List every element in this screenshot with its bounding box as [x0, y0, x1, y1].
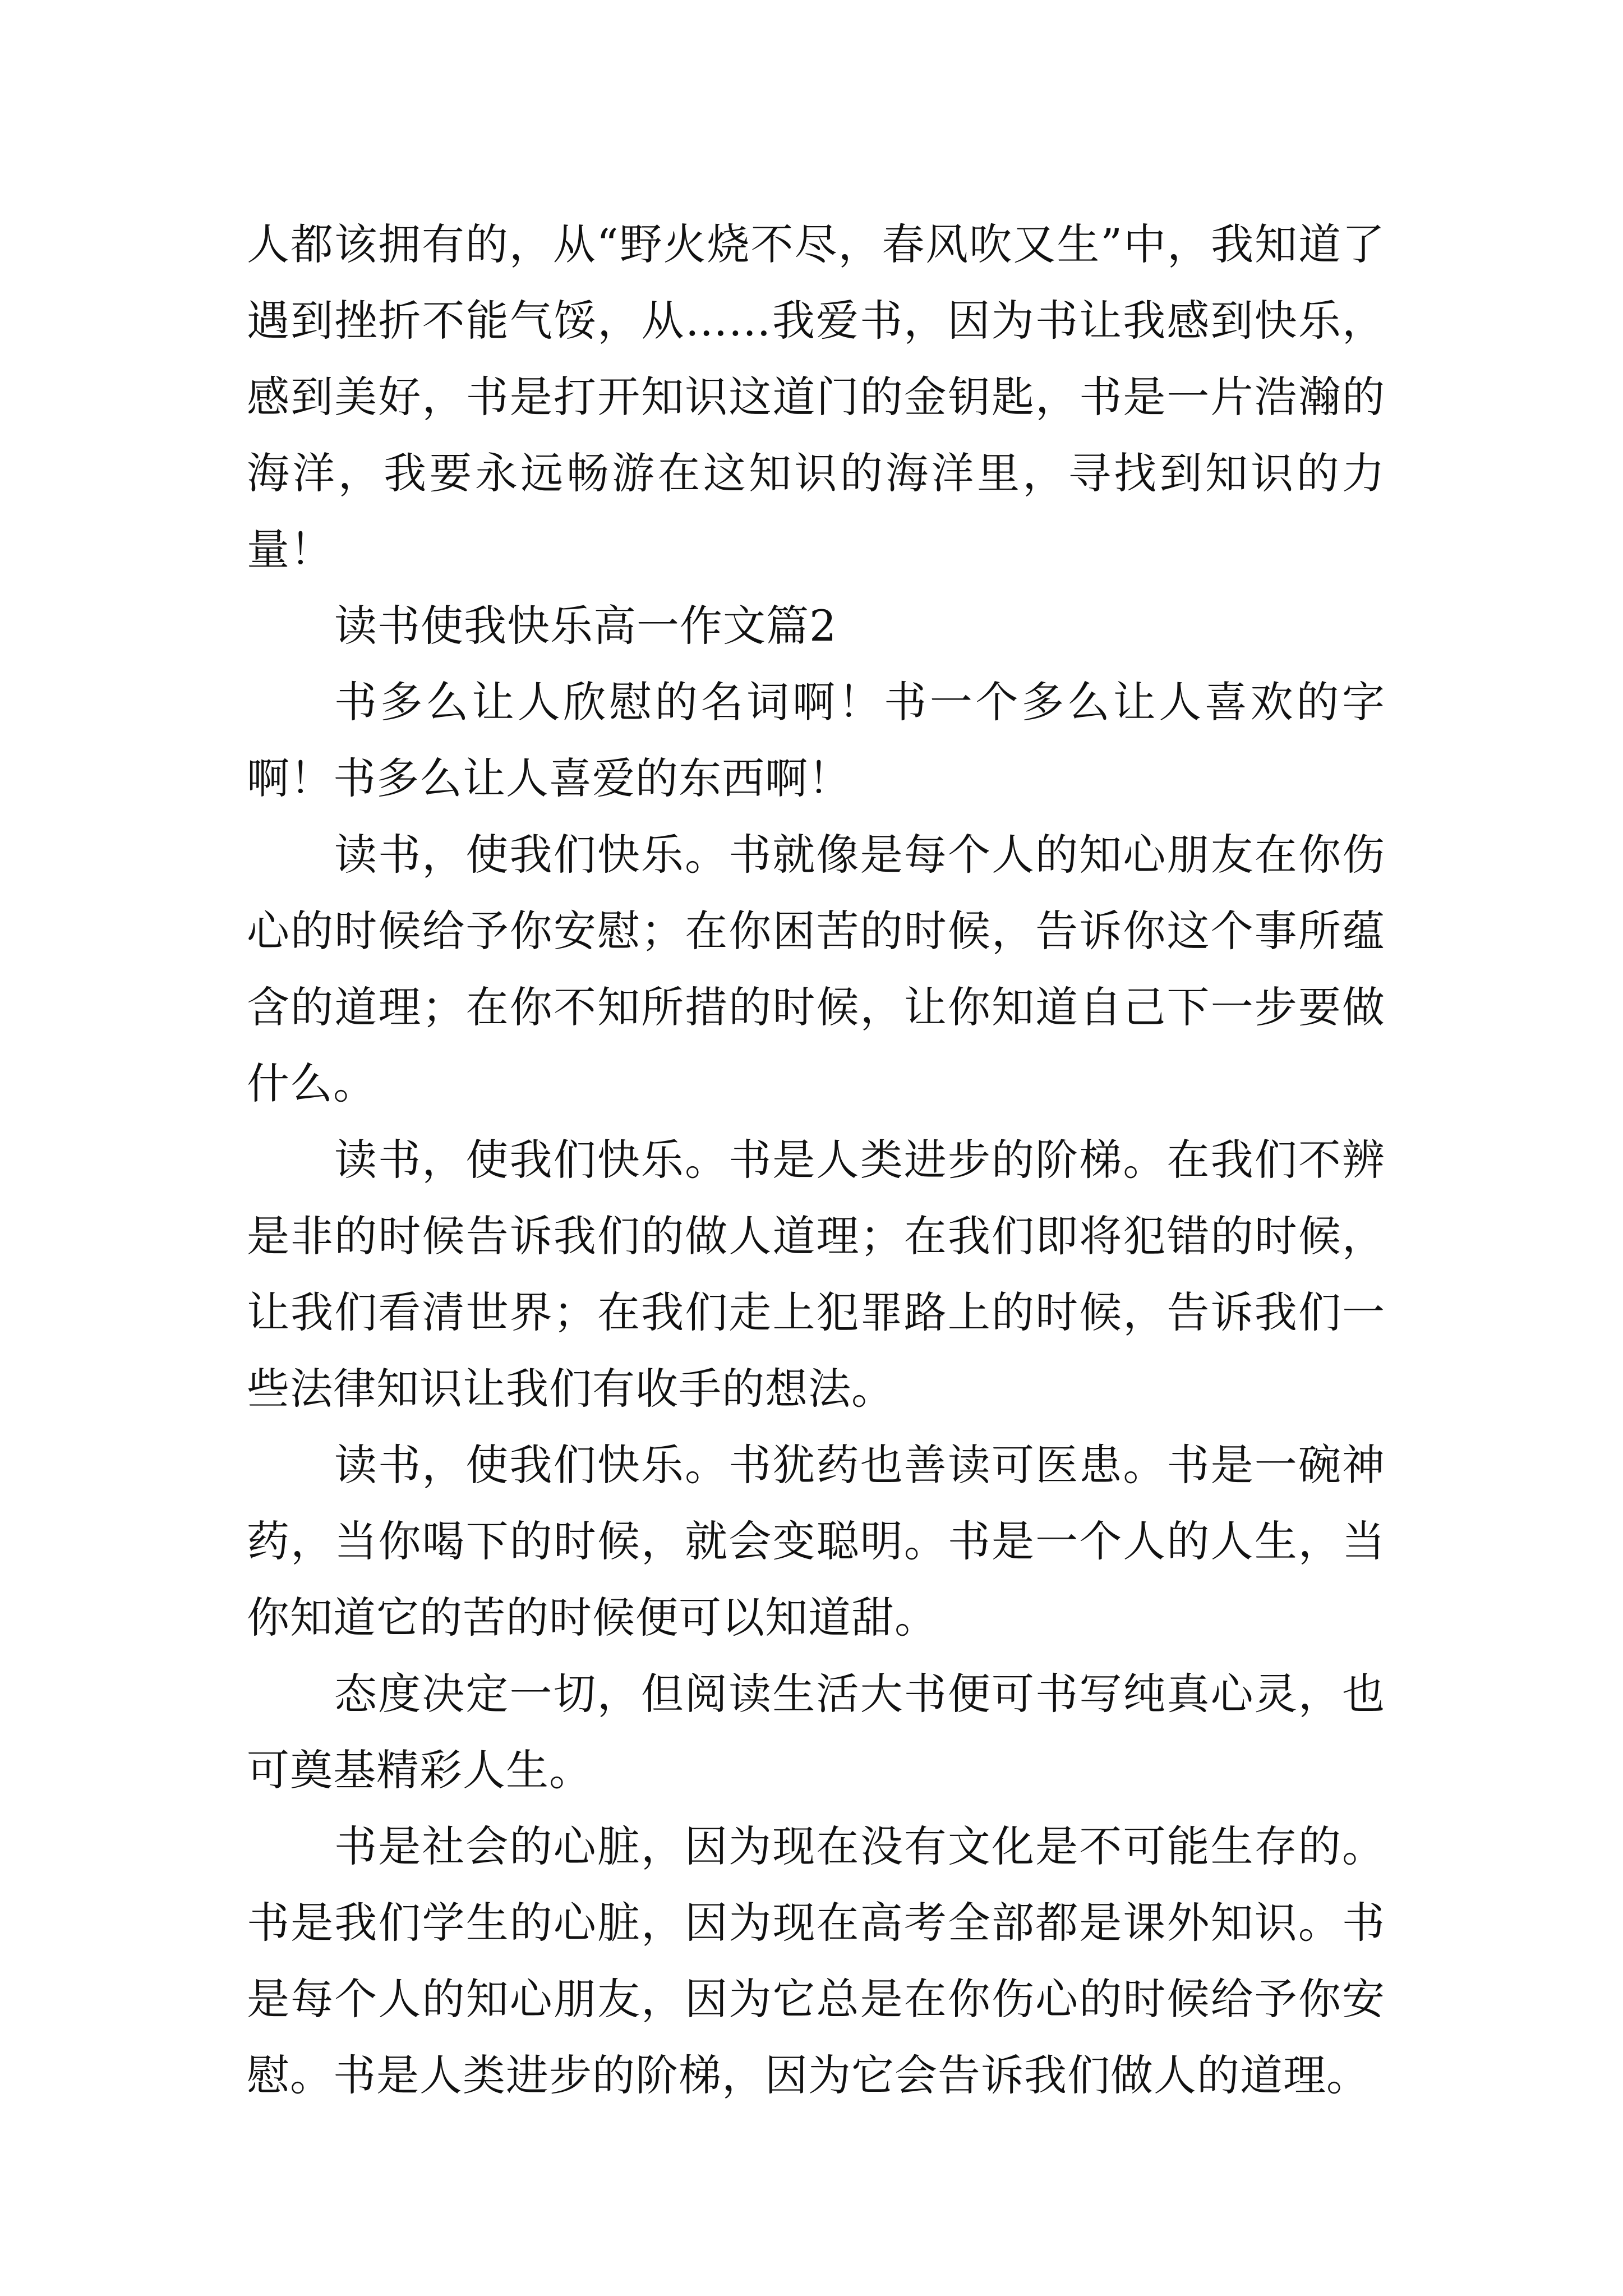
paragraph: 读书，使我们快乐。书就像是每个人的知心朋友在你伤心的时候给予你安慰；在你困苦的时候，告诉你这个事所蕴含的道理；在你不知所措的时候，让你知道自己下一步要做什么。 — [247, 830, 1385, 1108]
section-heading: 读书使我快乐高一作文篇2 — [334, 601, 837, 651]
paragraph: 读书，使我们快乐。书犹药也善读可医患。书是一碗神药，当你喝下的时候，就会变聪明。书是一个人的人生，当你知道它的苦的时候便可以知道甜。 — [247, 1440, 1385, 1642]
paragraph: 书多么让人欣慰的名词啊！书一个多么让人喜欢的字啊！书多么让人喜爱的东西啊！ — [247, 677, 1385, 803]
paragraph: 态度决定一切，但阅读生活大书便可书写纯真心灵，也可奠基精彩人生。 — [247, 1669, 1385, 1795]
paragraph: 书是社会的心脏，因为现在没有文化是不可能生存的。书是我们学生的心脏，因为现在高考全部都是课外知识。书是每个人的知心朋友，因为它总是在你伤心的时候给予你安慰。书是人类进步的阶梯，因为它会告诉我们做人的道理。 — [247, 1821, 1385, 2100]
paragraph: 读书，使我们快乐。书是人类进步的阶梯。在我们不辨是非的时候告诉我们的做人道理；在我们即将犯错的时候，让我们看清世界；在我们走上犯罪路上的时候，告诉我们一些法律知识让我们有收手的想法。 — [247, 1135, 1385, 1414]
paragraph-continuation: 人都该拥有的，从“野火烧不尽，春风吹又生”中，我知道了遇到挫折不能气馁，从……我爱书，因为书让我感到快乐，感到美好，书是打开知识这道门的金钥匙，书是一片浩瀚的海洋，我要永远畅游在这知识的海洋里，寻找到知识的力量！ — [247, 219, 1385, 574]
document-body — [247, 206, 1385, 2114]
